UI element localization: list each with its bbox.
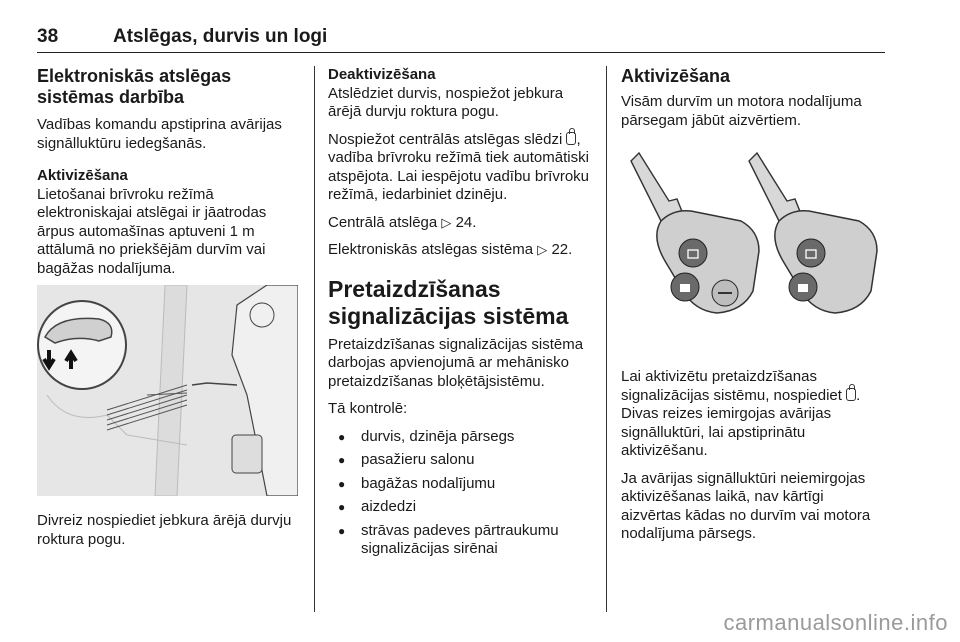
door-handle-drawing [37, 285, 298, 496]
ref-page: 24. [455, 213, 477, 231]
lock-icon [566, 132, 576, 145]
ref-arrow-icon: ▷ [537, 242, 548, 257]
column-divider [314, 66, 315, 612]
section-heading: Aktivizēšana [621, 66, 731, 86]
sub-heading: Deaktivizēšana [328, 66, 436, 83]
ref-page: 22. [551, 241, 573, 258]
paragraph: Visām durvīm un motora nodalījuma pārsegam jābūt aizvērtiem. [621, 93, 862, 129]
key-fob-drawing [621, 141, 885, 352]
paragraph-text: , vadība brīvroku režīmā tiek automātiski atspējota. Lai iespējotu vadību brīvroku režīmā, iedarbiniet dzinēju. [328, 130, 589, 203]
figure-caption [37, 512, 299, 558]
page-number: 38 [37, 26, 59, 47]
list-item: ● aizdedzi [328, 498, 594, 517]
page-title: Atslēgas, durvis un logi [113, 26, 328, 47]
section-title-line: Pretaizdzīšanas [328, 275, 501, 302]
paragraph-text: . Divas reizes iemirgojas avārijas signālluktūri, lai apstiprinātu aktivizēšanu. [621, 386, 861, 459]
paragraph-text: Lai aktivizētu pretaizdzīšanas signalizācijas sistēmu, nospiediet [621, 368, 842, 404]
caption-text: Divreiz nospiediet jebkura ārējā durvju roktura pogu. [37, 512, 292, 548]
page-header [37, 26, 885, 53]
column-3-lower [621, 368, 887, 553]
paragraph: Tā kontrolē: [328, 400, 408, 417]
watermark: carmanualsonline.info [723, 610, 948, 635]
checklist [328, 428, 594, 559]
paragraph: Atslēdziet durvis, nospiežot jebkura ārējā durvju roktura pogu. [328, 84, 564, 120]
key-fob-left [631, 153, 759, 313]
section-heading: Elektroniskās atslēgas sistēmas darbība [37, 66, 232, 107]
column-2 [328, 66, 594, 564]
key-fob-illustration [621, 141, 885, 352]
door-handle-illustration [37, 285, 298, 496]
ref-text: Elektroniskās atslēgas sistēma [328, 241, 534, 258]
paragraph: Pretaizdzīšanas signalizācijas sistēma darbojas apvienojumā ar mehānisko pretaizdzīšanas bloķētājsistēmu. [328, 335, 584, 390]
sub-heading: Aktivizēšana [37, 167, 128, 184]
lock-icon [846, 388, 856, 401]
section-title [328, 276, 594, 330]
list-item: ● durvis, dzinēja pārsegs [328, 428, 594, 447]
cross-reference[interactable] [328, 214, 594, 233]
section-title-line: signalizācijas sistēma [328, 302, 569, 329]
paragraph: Vadības komandu apstiprina avārijas signālluktūru iedegšanās. [37, 116, 282, 152]
list-item: ● pasažieru salonu [328, 451, 594, 470]
ref-arrow-icon: ▷ [441, 214, 452, 230]
paragraph [621, 368, 887, 461]
ref-text: Centrālā atslēga [328, 213, 438, 231]
paragraph: Ja avārijas signālluktūri neiemirgojas aktivizēšanas laikā, nav kārtīgi aizvērtas kādas no durvīm vai motora nodalījuma pārsegs. [621, 469, 871, 542]
key-fob-right [749, 153, 877, 313]
column-3 [621, 66, 887, 139]
list-item: ● bagāžas nodalījumu [328, 475, 594, 494]
list-item: ● strāvas padeves pārtraukumu signalizācijas sirēnai [328, 522, 594, 559]
column-divider [606, 66, 607, 612]
column-1 [37, 66, 299, 287]
cross-reference[interactable] [328, 241, 594, 260]
paragraph-text: Nospiežot centrālās atslēgas slēdzi [328, 130, 563, 148]
paragraph [328, 131, 594, 205]
paragraph: Lietošanai brīvroku režīmā elektroniskajai atslēgai ir jāatrodas ārpus automašīnas aptuveni 1 m attālumā no priekšējām durvīm vai bagāžas nodalījuma. [37, 185, 267, 277]
